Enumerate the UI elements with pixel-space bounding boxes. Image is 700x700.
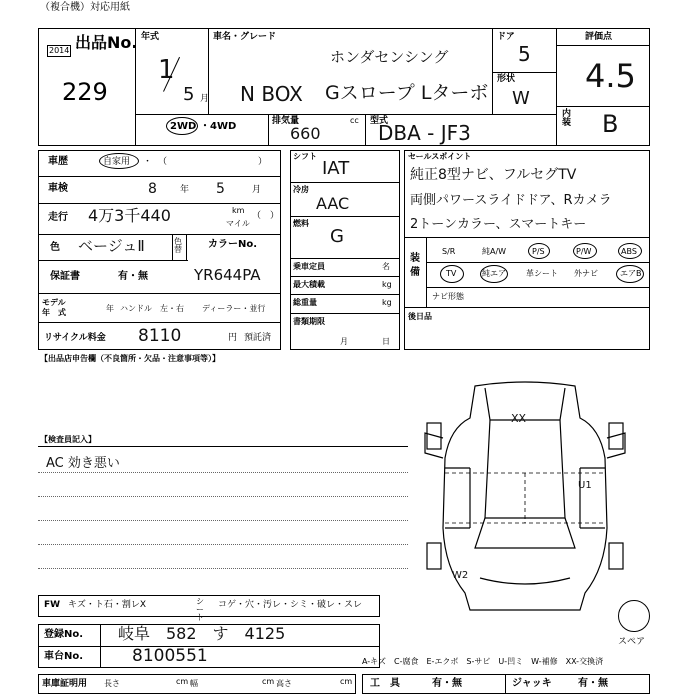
garage-width-unit: cm bbox=[262, 677, 275, 686]
car-note: ホンダセンシング bbox=[330, 48, 449, 66]
mileage-value: 4万3千440 bbox=[88, 206, 171, 225]
warranty-value: 有・無 bbox=[118, 271, 148, 282]
garage-length: 長さ bbox=[104, 679, 120, 688]
drive-4wd: ・4WD bbox=[200, 121, 237, 132]
model-year-label2: 年 式 bbox=[42, 308, 66, 317]
chassis-value: 8100551 bbox=[132, 646, 208, 666]
model-value: DBA - JF3 bbox=[378, 121, 471, 145]
color-change-label: 色替 bbox=[174, 237, 182, 254]
registration-value: 岐阜 582 す 4125 bbox=[118, 624, 286, 643]
history-paren-open: （ bbox=[158, 157, 168, 167]
registration-label: 登録No. bbox=[44, 629, 84, 640]
navi-label: ナビ形態 bbox=[432, 292, 464, 301]
drive-2wd-circle bbox=[166, 117, 198, 135]
door-value: 5 bbox=[518, 42, 531, 66]
vehicle-info-panel bbox=[38, 150, 281, 350]
legend-mark-items: コゲ・穴・汚レ・シミ・破レ・スレ bbox=[218, 600, 363, 610]
ac-value: AAC bbox=[316, 194, 350, 213]
warranty-label: 保証書 bbox=[50, 271, 80, 282]
inspection-label: 車検 bbox=[48, 183, 68, 194]
history-dot: ・ bbox=[143, 157, 153, 167]
inspection-month-unit: 月 bbox=[252, 185, 262, 195]
year-value: 1 bbox=[158, 55, 175, 85]
legend-fw-label: FW bbox=[44, 600, 61, 610]
max-load-unit: kg bbox=[382, 280, 392, 289]
history-paren-close: ） bbox=[258, 157, 268, 167]
eval-score: 4.5 bbox=[585, 57, 636, 95]
equip-item: エアB bbox=[620, 269, 642, 278]
equip-item: 純A/W bbox=[482, 247, 507, 256]
sales-line2: 両側パワースライドドア、Rカメラ bbox=[410, 193, 612, 208]
recycle-label: リサイクル料金 bbox=[44, 333, 106, 343]
mileage-unit-km: km bbox=[232, 206, 245, 215]
dealer-options: ディーラー・並行 bbox=[202, 304, 266, 313]
displacement-value: 660 bbox=[290, 124, 321, 143]
model-year-unit: 年 bbox=[106, 304, 114, 313]
form-header-text: （複合機）対応用紙 bbox=[40, 2, 130, 13]
inspector-label: 【検査員記入】 bbox=[40, 435, 96, 444]
diagram-mark-top: XX bbox=[511, 412, 527, 425]
car-grade: Gスロープ Lターボ bbox=[325, 82, 489, 104]
history-label: 車歴 bbox=[48, 156, 68, 167]
inspection-year: 8 bbox=[148, 181, 157, 197]
equip-item: 外ナビ bbox=[574, 269, 598, 278]
recycle-value: 8110 bbox=[138, 326, 182, 346]
car-name-label: 車名・グレード bbox=[213, 32, 277, 42]
year-label: 年式 bbox=[141, 32, 160, 42]
diagram-mark-side: U1 bbox=[578, 480, 592, 491]
equip-item: TV bbox=[446, 269, 457, 278]
color-label: 色 bbox=[50, 242, 60, 253]
color-code-label: カラーNo. bbox=[208, 239, 258, 250]
aftermarket-label: 後日品 bbox=[408, 312, 432, 321]
ac-label: 冷房 bbox=[293, 185, 309, 194]
lot-number: 229 bbox=[62, 78, 108, 106]
month-unit: 月 bbox=[200, 94, 210, 104]
eval-label: 評価点 bbox=[585, 32, 613, 42]
handle-options: ハンドル 左・右 bbox=[120, 304, 184, 313]
sales-line1: 純正8型ナビ、フルセグTV bbox=[410, 167, 577, 183]
shift-value: IAT bbox=[322, 158, 350, 179]
doc-deadline-day: 日 bbox=[382, 337, 390, 346]
color-code-value: YR644PA bbox=[194, 266, 261, 284]
history-value: 自家用 bbox=[103, 157, 131, 167]
tools-label: 工 具 bbox=[370, 678, 400, 689]
sales-label: セールスポイント bbox=[408, 152, 472, 161]
equip-item: ABS bbox=[621, 247, 637, 256]
recycle-unit: 円 bbox=[228, 333, 238, 343]
diagram-mark-rear: W2 bbox=[452, 570, 469, 581]
recycle-status: 預託済 bbox=[244, 333, 272, 343]
fuel-label: 燃料 bbox=[293, 219, 309, 228]
shift-label: シフト bbox=[293, 152, 317, 161]
legend-sheet-label: シート bbox=[196, 597, 204, 622]
inspection-month: 5 bbox=[216, 181, 225, 197]
legend-fw-items: キズ・ト石・割レX bbox=[68, 600, 146, 610]
drive-2wd: 2WD bbox=[170, 121, 197, 132]
lot-label: 出品No. bbox=[75, 33, 138, 52]
jack-value: 有・無 bbox=[578, 678, 608, 689]
equip-item: P/S bbox=[532, 247, 545, 256]
equip-item: 革シート bbox=[526, 269, 558, 278]
doc-deadline-unit: 月 bbox=[340, 337, 348, 346]
mileage-unit-mile: マイル bbox=[226, 219, 250, 228]
door-label: ドア bbox=[497, 32, 515, 42]
spare-label: スペア bbox=[618, 637, 646, 647]
garage-label: 車庫証明用 bbox=[42, 679, 88, 689]
legend-codes: A-キズ C-腐食 E-エクボ S-サビ U-凹ミ W-補修 XX-交換済 bbox=[362, 657, 604, 666]
shape-value: W bbox=[512, 88, 530, 109]
equip-item: S/R bbox=[442, 247, 456, 256]
year-badge: 2014 bbox=[49, 46, 70, 55]
fuel-value: G bbox=[330, 226, 344, 247]
doc-deadline-label: 書類期限 bbox=[293, 317, 325, 326]
seller-note-label: 【出品店申告欄（不良箇所・欠品・注意事項等）】 bbox=[40, 354, 220, 363]
garage-width: 幅 bbox=[190, 679, 198, 688]
model-label: 型式 bbox=[370, 116, 389, 126]
tools-value: 有・無 bbox=[432, 678, 462, 689]
jack-label: ジャッキ bbox=[512, 678, 552, 689]
gross-unit: kg bbox=[382, 298, 392, 307]
interior-label: 内装 bbox=[562, 109, 572, 128]
garage-height-unit: cm bbox=[340, 677, 353, 686]
shape-label: 形状 bbox=[497, 74, 516, 84]
inspector-note: AC 効き悪い bbox=[46, 456, 120, 471]
equip-item: P/W bbox=[576, 247, 592, 256]
garage-height: 高さ bbox=[276, 679, 292, 688]
inspection-year-unit: 年 bbox=[180, 185, 190, 195]
max-load-label: 最大積載 bbox=[293, 280, 325, 289]
interior-value: B bbox=[602, 110, 619, 138]
displacement-label: 排気量 bbox=[272, 116, 300, 126]
equipment-label: 装備 bbox=[410, 253, 420, 278]
mileage-paren: （ ） bbox=[252, 211, 280, 221]
mileage-label: 走行 bbox=[48, 212, 68, 223]
car-name: N BOX bbox=[240, 82, 303, 106]
month-value: 5 bbox=[183, 84, 195, 105]
garage-length-unit: cm bbox=[176, 677, 189, 686]
color-value: ベージュⅡ bbox=[78, 237, 145, 255]
gross-label: 総重量 bbox=[293, 298, 317, 307]
spare-tire-icon bbox=[618, 600, 650, 632]
displacement-unit: cc bbox=[350, 116, 359, 125]
model-year-label1: モデル bbox=[42, 298, 66, 307]
capacity-unit: 名 bbox=[382, 262, 390, 271]
equip-item: 純エア bbox=[482, 269, 506, 278]
sales-line3: 2トーンカラー、スマートキー bbox=[410, 217, 587, 232]
chassis-label: 車台No. bbox=[44, 651, 84, 662]
capacity-label: 乗車定員 bbox=[293, 262, 325, 271]
